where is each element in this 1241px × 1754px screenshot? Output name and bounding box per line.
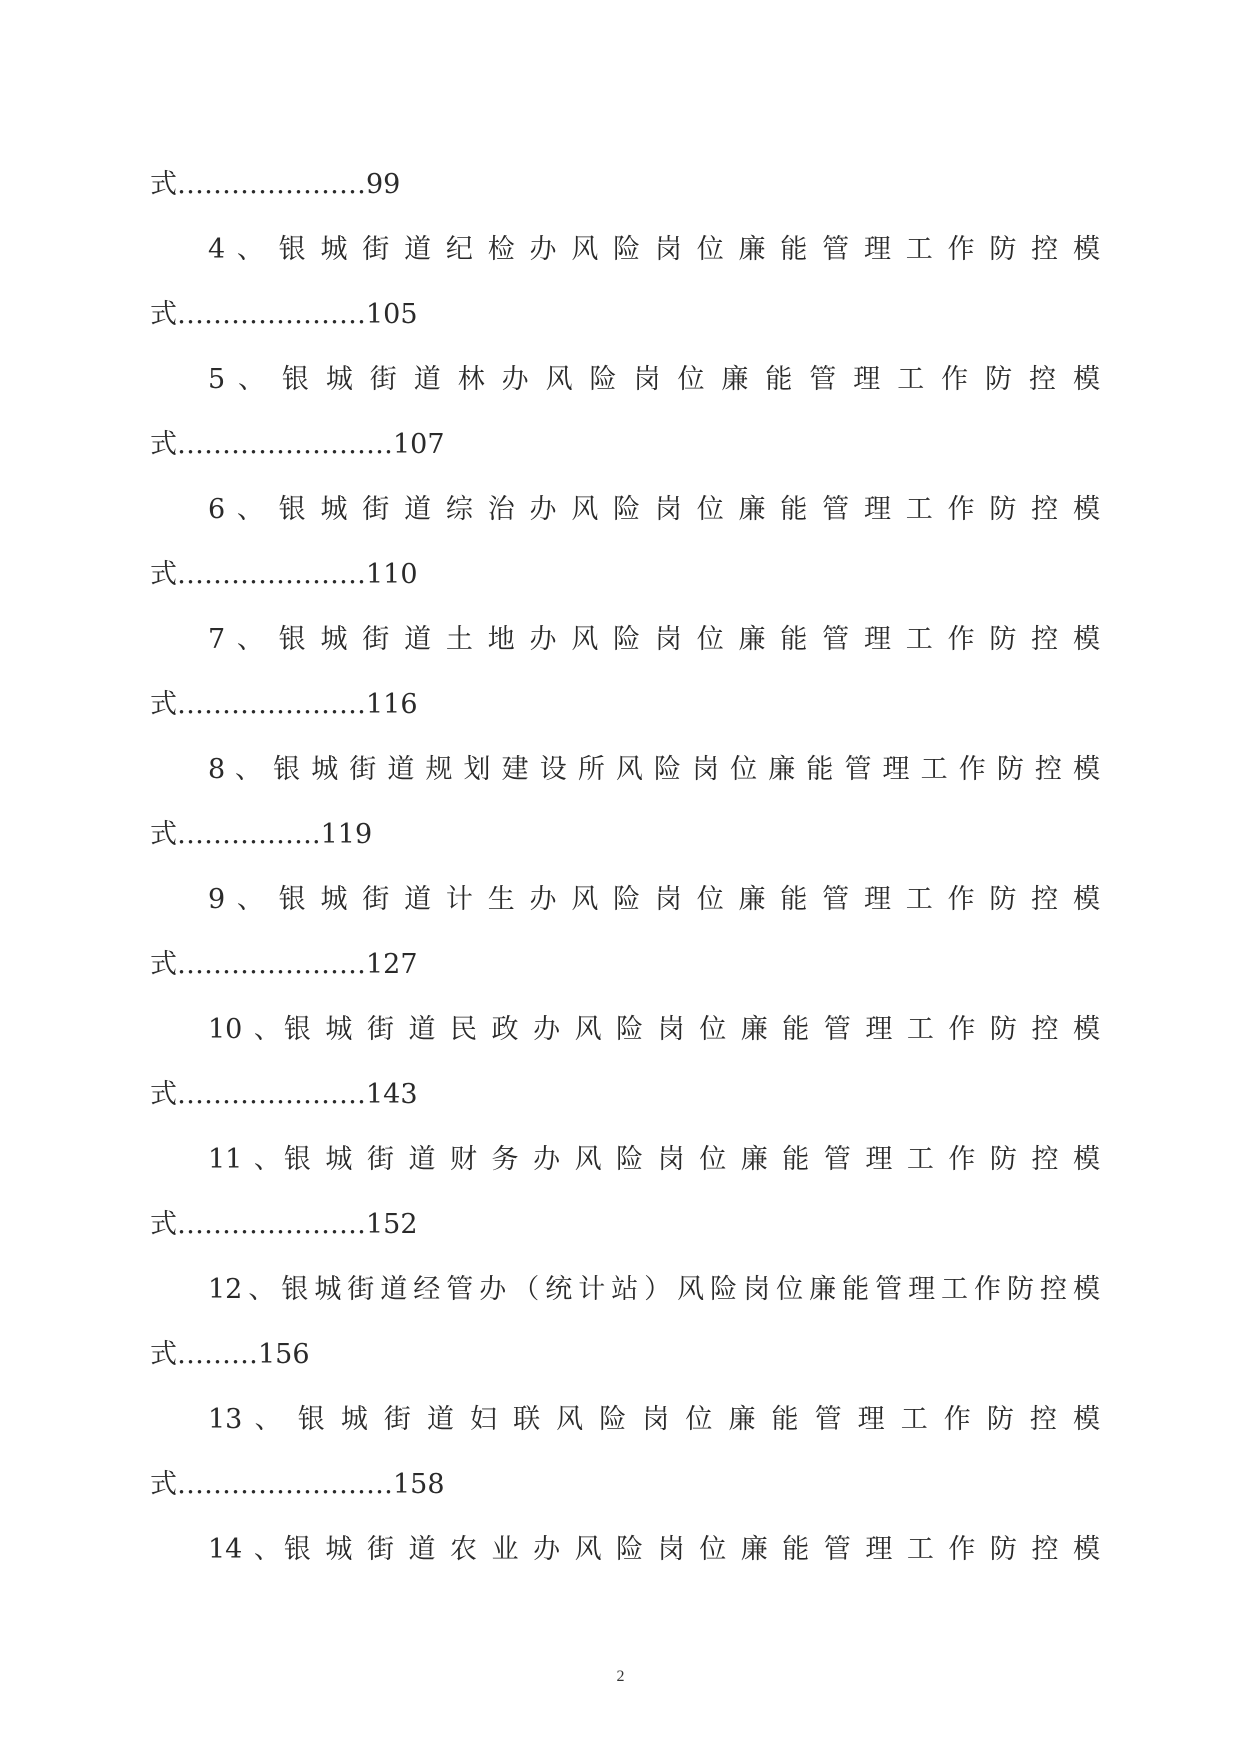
toc-continuation-line: 式…………………99 [150, 169, 401, 200]
toc-entry-title: 14 、银 城 街 道 农 业 办 风 险 岗 位 廉 能 管 理 工 作 防 控 模 [208, 1534, 1100, 1565]
toc-entry-title: 10 、银 城 街 道 民 政 办 风 险 岗 位 廉 能 管 理 工 作 防 控 模 [208, 1014, 1100, 1045]
table-of-contents [150, 152, 1100, 1582]
toc-entry-continuation: 式…………….119 [150, 819, 373, 850]
toc-entry-title: 9 、 银 城 街 道 计 生 办 风 险 岗 位 廉 能 管 理 工 作 防 控 模 [208, 884, 1100, 915]
toc-entry-continuation: 式………156 [150, 1339, 310, 1370]
toc-entry-title: 12、银城街道经管办（统计站）风险岗位廉能管理工作防控模 [208, 1274, 1100, 1305]
toc-entry-continuation: 式…………………110 [150, 559, 418, 590]
toc-entry-continuation: 式……………………107 [150, 429, 445, 460]
toc-entry-continuation: 式…………………143 [150, 1079, 418, 1110]
page-number: 2 [616, 1668, 625, 1685]
toc-entry-continuation: 式…………………127 [150, 949, 418, 980]
toc-entry-title: 4 、 银 城 街 道 纪 检 办 风 险 岗 位 廉 能 管 理 工 作 防 控 模 [208, 234, 1100, 265]
toc-entry-title: 5 、 银 城 街 道 林 办 风 险 岗 位 廉 能 管 理 工 作 防 控 模 [208, 364, 1100, 395]
toc-entry-title: 8 、 银 城 街 道 规 划 建 设 所 风 险 岗 位 廉 能 管 理 工 作 防 控 模 [208, 754, 1100, 785]
toc-entry-title: 6 、 银 城 街 道 综 治 办 风 险 岗 位 廉 能 管 理 工 作 防 控 模 [208, 494, 1100, 525]
toc-entry-title: 13 、 银 城 街 道 妇 联 风 险 岗 位 廉 能 管 理 工 作 防 控 模 [208, 1404, 1100, 1435]
toc-entry-continuation: 式…………………116 [150, 689, 418, 720]
toc-entry-continuation: 式…………………152 [150, 1209, 418, 1240]
toc-entry-continuation: 式……………………158 [150, 1469, 445, 1500]
toc-entry-continuation: 式…………………105 [150, 299, 418, 330]
toc-entry-title: 11 、银 城 街 道 财 务 办 风 险 岗 位 廉 能 管 理 工 作 防 控 模 [208, 1144, 1100, 1175]
toc-entry-title: 7 、 银 城 街 道 土 地 办 风 险 岗 位 廉 能 管 理 工 作 防 控 模 [208, 624, 1100, 655]
